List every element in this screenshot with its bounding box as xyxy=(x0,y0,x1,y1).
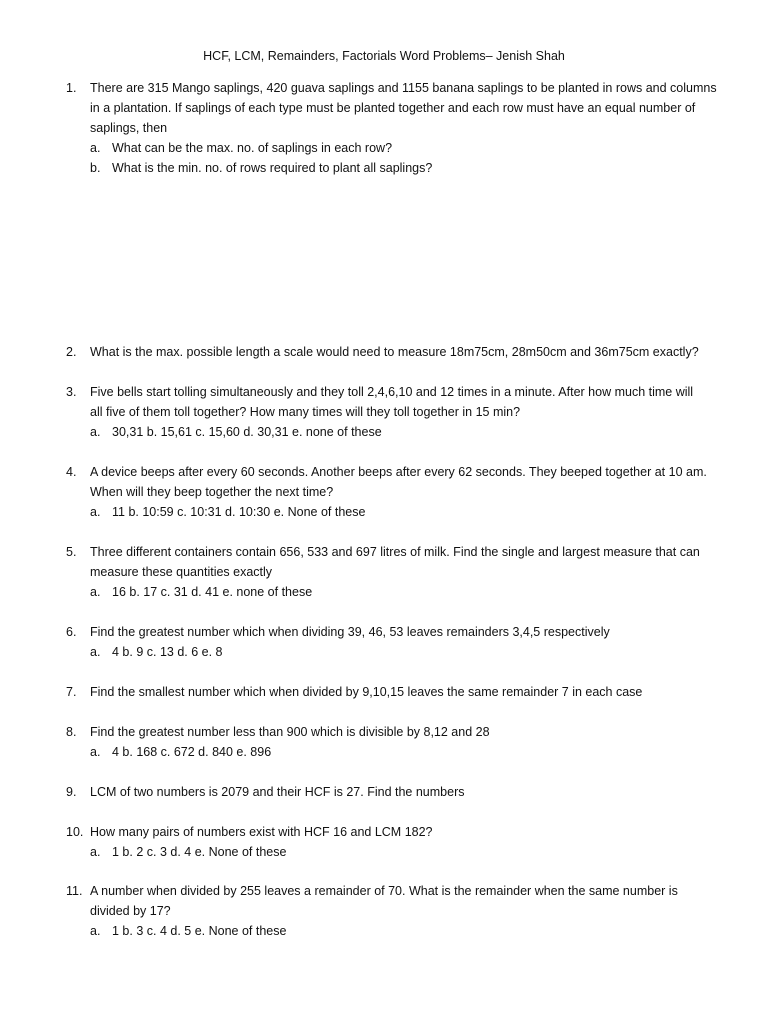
answer-options: a. 1 b. 2 c. 3 d. 4 e. None of these xyxy=(90,845,287,859)
question-text-line: in a plantation. If saplings of each type must be planted together and each row must have an equal number of xyxy=(90,101,696,115)
question-3 xyxy=(66,382,726,442)
question-number: 6. xyxy=(66,625,77,639)
question-number: 11. xyxy=(66,884,83,898)
question-text-line: A number when divided by 255 leaves a remainder of 70. What is the remainder when the same number is xyxy=(90,884,678,898)
question-9 xyxy=(66,782,726,802)
question-text-line: LCM of two numbers is 2079 and their HCF is 27. Find the numbers xyxy=(90,785,465,799)
question-7 xyxy=(66,682,726,702)
sub-question-b: b. What is the min. no. of rows required to plant all saplings? xyxy=(90,161,433,175)
question-text-line: When will they beep together the next time? xyxy=(90,485,334,499)
question-11 xyxy=(66,881,726,941)
question-10 xyxy=(66,822,726,862)
question-text-line: Find the greatest number less than 900 which is divisible by 8,12 and 28 xyxy=(90,725,490,739)
question-text-line: How many pairs of numbers exist with HCF 16 and LCM 182? xyxy=(90,825,433,839)
question-text-line: A device beeps after every 60 seconds. Another beeps after every 62 seconds. They beeped together at 10 am. xyxy=(90,465,707,479)
question-number: 9. xyxy=(66,785,77,799)
question-text-line: all five of them toll together? How many times will they toll together in 15 min? xyxy=(90,405,521,419)
answer-options: a. 30,31 b. 15,61 c. 15,60 d. 30,31 e. none of these xyxy=(90,425,382,439)
question-number: 1. xyxy=(66,81,77,95)
question-1 xyxy=(66,78,726,178)
question-number: 7. xyxy=(66,685,77,699)
answer-options: a. 4 b. 168 c. 672 d. 840 e. 896 xyxy=(90,745,272,759)
answer-options: a. 1 b. 3 c. 4 d. 5 e. None of these xyxy=(90,924,287,938)
question-text-line: Three different containers contain 656, 533 and 697 litres of milk. Find the single and largest measure that can xyxy=(90,545,700,559)
question-number: 3. xyxy=(66,385,77,399)
question-4 xyxy=(66,462,726,522)
question-number: 4. xyxy=(66,465,77,479)
question-text-line: What is the max. possible length a scale would need to measure 18m75cm, 28m50cm and 36m75cm exactly? xyxy=(90,345,699,359)
question-text-line: Find the smallest number which when divided by 9,10,15 leaves the same remainder 7 in each case xyxy=(90,685,643,699)
answer-options: a. 16 b. 17 c. 31 d. 41 e. none of these xyxy=(90,585,313,599)
question-5 xyxy=(66,542,726,602)
question-text-line: saplings, then xyxy=(90,121,168,135)
sub-question-a: a. What can be the max. no. of saplings in each row? xyxy=(90,141,393,155)
question-text-line: measure these quantities exactly xyxy=(90,565,273,579)
question-text-line: Find the greatest number which when dividing 39, 46, 53 leaves remainders 3,4,5 respectively xyxy=(90,625,610,639)
question-text-line: There are 315 Mango saplings, 420 guava saplings and 1155 banana saplings to be planted in rows and columns xyxy=(90,81,717,95)
question-8 xyxy=(66,722,726,762)
question-text-line: Five bells start tolling simultaneously and they toll 2,4,6,10 and 12 times in a minute. After how much time will xyxy=(90,385,694,399)
answer-options: a. 11 b. 10:59 c. 10:31 d. 10:30 e. None of these xyxy=(90,505,366,519)
answer-options: a. 4 b. 9 c. 13 d. 6 e. 8 xyxy=(90,645,223,659)
question-number: 2. xyxy=(66,345,77,359)
question-number: 10. xyxy=(66,825,84,839)
question-text-line: divided by 17? xyxy=(90,904,171,918)
question-2 xyxy=(66,342,726,362)
question-6 xyxy=(66,622,726,662)
question-number: 8. xyxy=(66,725,77,739)
question-number: 5. xyxy=(66,545,77,559)
page-title: HCF, LCM, Remainders, Factorials Word Problems– Jenish Shah xyxy=(203,49,565,63)
